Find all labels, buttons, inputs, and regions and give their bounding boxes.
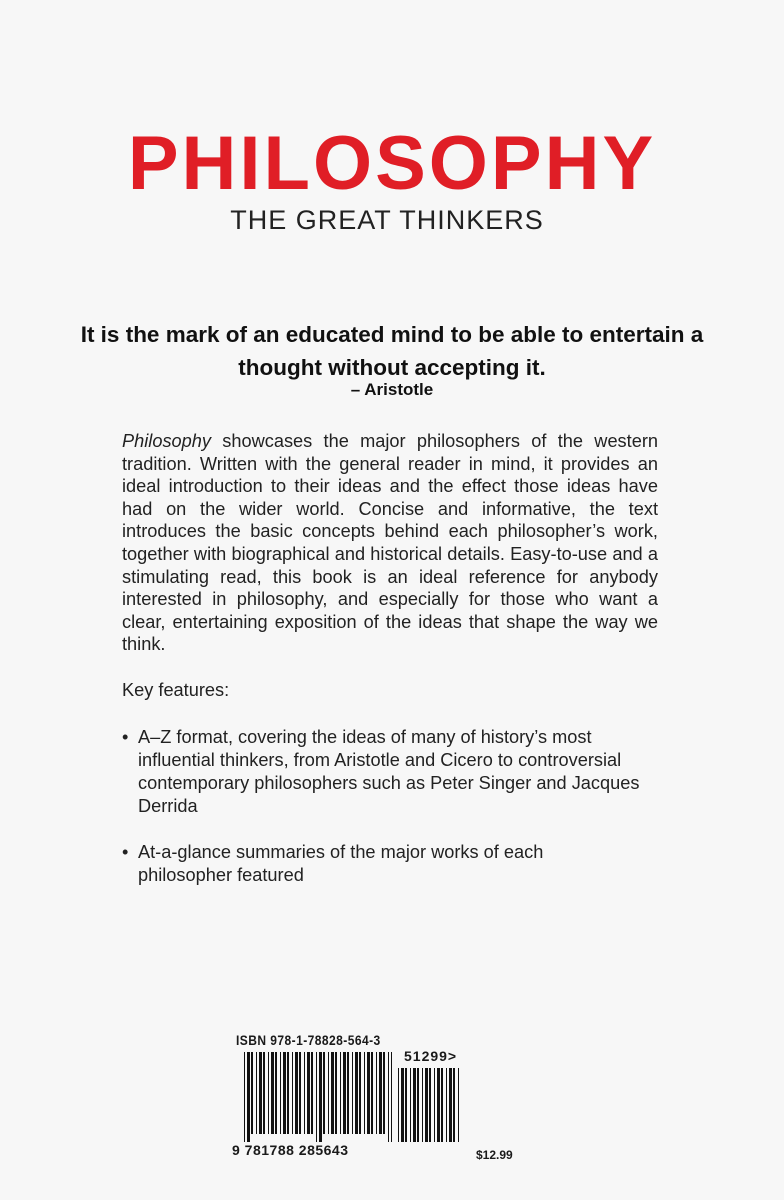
book-subtitle: THE GREAT THINKERS — [230, 205, 544, 235]
bullet-icon: • — [122, 842, 129, 862]
quote-text: It is the mark of an educated mind to be able to entertain a thought without accepting it. — [80, 322, 704, 380]
description-body: showcases the major philosophers of the western tradition. Written with the general reader in mind, it provides an ideal introduction to their ideas and the effect those ideas have had on the wider world. Concise and informative, the text introduces the basic concepts behind each philosopher’s work, together with biographical and historical details. Easy-to-use and a stimulating read, this book is an ideal reference for anybody interested in philosophy, and especially for those who want a clear, entertaining exposition of the ideas that shape the way we think. — [122, 431, 658, 655]
barcode-digits: 9 781788 285643 — [232, 1142, 349, 1158]
list-item — [122, 841, 642, 887]
key-features-heading: Key features: — [122, 680, 230, 700]
key-features-list — [122, 726, 642, 910]
bullet-icon: • — [122, 727, 129, 747]
feature-text: At-a-glance summaries of the major works of each philosopher featured — [138, 842, 544, 885]
book-title: PHILOSOPHY — [127, 121, 657, 206]
description-book-title: Philosophy — [122, 431, 211, 451]
isbn-barcode — [232, 1030, 542, 1170]
list-item — [122, 726, 642, 818]
description-paragraph — [122, 430, 658, 656]
barcode-addon-code: 51299> — [404, 1048, 458, 1064]
price-label: $12.99 — [476, 1148, 513, 1162]
feature-text: A–Z format, covering the ideas of many of history’s most influential thinkers, from Aristotle and Cicero to controversial contemporary philosophers such as Peter Singer and Jacques Derrida — [138, 727, 640, 816]
quote-author: – Aristotle — [350, 380, 434, 399]
isbn-number: ISBN 978-1-78828-564-3 — [236, 1032, 381, 1048]
